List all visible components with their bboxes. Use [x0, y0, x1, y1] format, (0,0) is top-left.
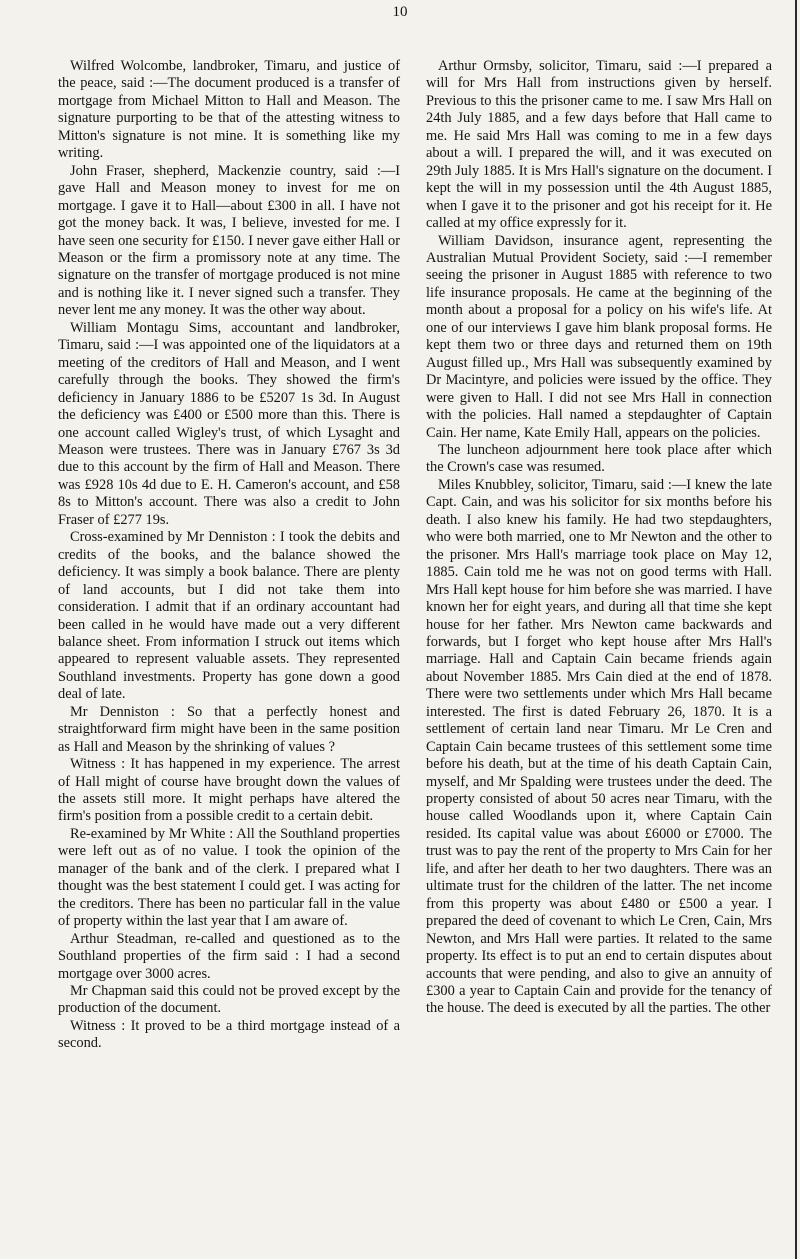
- right-column: [426, 58, 772, 1018]
- paragraph: John Fraser, shepherd, Mackenzie country, said :—I gave Hall and Meason money to invest for me on mortgage. I gave it to Hall—about £300 in all. I have not got the money back. It was, I believe, invested for me. I have seen one security for £150. I never gave either Hall or Meason or the firm a promissory note at any time. The signature on the transfer of mortgage produced is not mine and is nothing like it. I never signed such a transfer. They never lent me any money. It was the other way about.: [58, 162, 400, 319]
- paragraph: Re-examined by Mr White : All the Southland properties were left out as of no value. I took the opinion of the manager of the bank and of the clerk. I prepared what I thought was the best statement I could get. I was acting for the creditors. There has been no particular fall in the value of property within the last year that I am aware of.: [58, 825, 400, 930]
- left-column: [58, 58, 400, 1053]
- page-number: 10: [392, 4, 408, 20]
- paragraph: William Montagu Sims, accountant and landbroker, Timaru, said :—I was appointed one of the liquidators at a meeting of the creditors of Hall and Meason, and I went carefully through the books. They showed the firm's deficiency in January 1886 to be £5207 1s 3d. In August the deficiency was £400 or £500 more than this. There is one account called Wigley's trust, of which Lysaght and Meason were trustees. There was in January £767 3s 3d due to this account by the firm of Hall and Meason. There was £928 10s 4d due to E. H. Cameron's account, and £58 8s to Mitton's account. There was also a credit to John Fraser of £277 19s.: [58, 319, 400, 528]
- paragraph: Arthur Steadman, re-called and questioned as to the Southland properties of the firm said : I had a second mortgage over 3000 acres.: [58, 930, 400, 982]
- paragraph: Arthur Ormsby, solicitor, Timaru, said :—I prepared a will for Mrs Hall from instructions given by herself. Previous to this the prisoner came to me. I saw Mrs Hall on 24th July 1885, and a few days before that Hall came to me. He said Mrs Hall was coming to me in a few days about a will. I prepared the will, and it was executed on 29th July 1885. It is Mrs Hall's signature on the document. I kept the will in my possession until the 4th August 1885, when I gave it to the prisoner and got his receipt for it. He called at my office expressly for it.: [426, 58, 772, 232]
- paragraph: Mr Chapman said this could not be proved except by the production of the document.: [58, 983, 400, 1017]
- paragraph: Cross-examined by Mr Denniston : I took the debits and credits of the books, and the balance showed the deficiency. It was simply a book balance. There are plenty of land accounts, but I did not take them into consideration. I admit that if an ordinary accountant had been called in he would have made out a very different balance sheet. From information I struck out items which appeared to represent valuable assets. They represented Southland investments. Property has gone down a good deal of late.: [58, 529, 400, 703]
- page-edge-rule: [795, 0, 797, 1259]
- paragraph: Wilfred Wolcombe, landbroker, Timaru, and justice of the peace, said :—The document produced is a transfer of mortgage from Michael Mitton to Hall and Meason. The signature purporting to be that of the attesting witness to Mitton's signature is not mine. It is something like my writing.: [58, 58, 400, 162]
- paragraph: The luncheon adjournment here took place after which the Crown's case was resumed.: [426, 441, 772, 476]
- paragraph: Miles Knubbley, solicitor, Timaru, said :—I knew the late Capt. Cain, and was his solicitor for six months before his death. I also knew his family. He had two stepdaughters, who were both married, one to Mr Newton and the other to the prisoner. Mrs Hall's marriage took place on May 12, 1885. Cain told me he was not on good terms with Hall. Mrs Hall kept house for him before she was married. I have known her for eight years, and during all that time she kept house for her father. Mrs Newton came backwards and forwards, but I forget who kept house after Mrs Hall's marriage. Hall and Captain Cain became friends again about November 1885. Mrs Cain died at the end of 1878. There were two settlements under which Mrs Hall became interested. The first is dated February 26, 1870. It is a settlement of certain land near Timaru. Mr Le Cren and Captain Cain became trustees of this settlement some time before his death, but at the time of his death Captain Cain, myself, and Mr Spalding were trustees under the deed. The property consisted of about 50 acres near Timaru, with the house called Woodlands upon it, where Captain Cain resided. Its capital value was about £6000 or £7000. The trust was to pay the rent of the property to Mrs Cain for her life, and after her death to her two daughters. There was an ultimate trust for the children of the latter. The net income from this property was about £480 or £500 a year. I prepared the deed of covenant to which Le Cren, Cain, Mrs Newton, and Mrs Hall were parties. It related to the same property. Its effect is to put an end to certain disputes about accounts that were pending, and also to give an annuity of £300 a year to Captain Cain and provide for the tenancy of the house. The deed is executed by all the parties. The other: [426, 476, 772, 1017]
- paragraph: William Davidson, insurance agent, representing the Australian Mutual Provident Society, said :—I remember seeing the prisoner in August 1885 with reference to two life insurance proposals. He came at the beginning of the month about a proposal for a policy on his wife's life. At one of our interviews I gave him blank proposal forms. He kept them two or three days and returned them on 19th August filled up., Mrs Hall was subsequently examined by Dr Macintyre, and policies were issued by the office. They were given to Hall. I did not see Mrs Hall in connection with the policies. Hall named a stepdaughter of Captain Cain. Her name, Kate Emily Hall, appears on the policies.: [426, 232, 772, 441]
- paragraph: Witness : It proved to be a third mortgage instead of a second.: [58, 1017, 400, 1052]
- paragraph: Mr Denniston : So that a perfectly honest and straightforward firm might have been in the same position as Hall and Meason by the shrinking of values ?: [58, 703, 400, 755]
- paragraph: Witness : It has happened in my experience. The arrest of Hall might of course have brought down the values of the assets still more. It might perhaps have altered the firm's position from a possible credit to a certain debit.: [58, 756, 400, 825]
